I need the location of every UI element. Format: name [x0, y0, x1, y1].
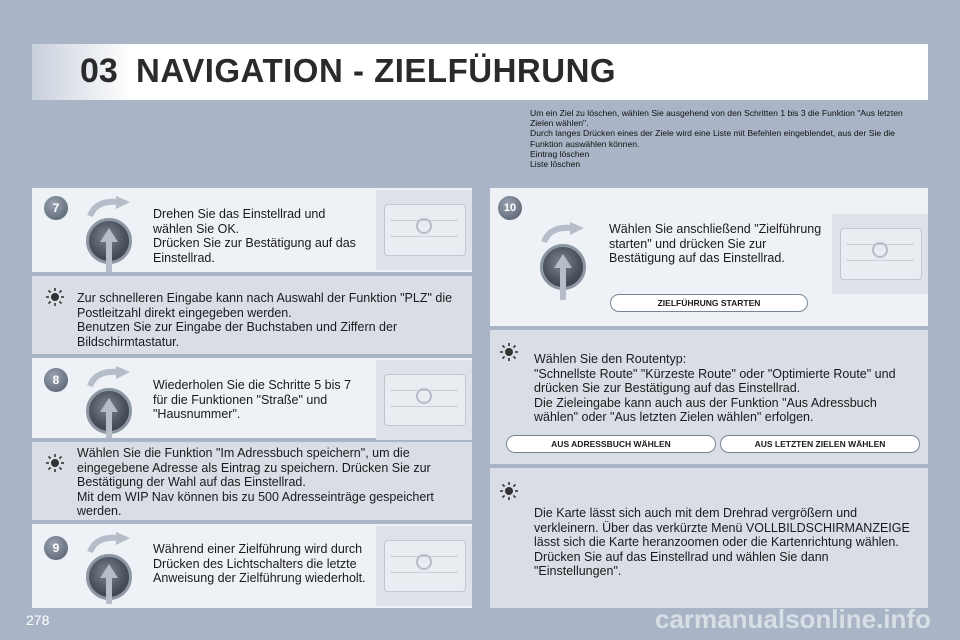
tip-adressbuch-text: Wählen Sie die Funktion "Im Adressbuch speichern", um die eingegebene Adresse als Eintrag zu speichern. Drücken Sie zur Bestätigung der Wahl auf das Einstellrad. Mit dem WIP Nav können bis zu 500 Adresseinträge gespeichert werden.	[77, 446, 434, 518]
aus-letzten-zielen-button[interactable]: AUS LETZTEN ZIELEN WÄHLEN	[720, 435, 920, 453]
info-line: Um ein Ziel zu löschen, wählen Sie ausgehend von den Schritten 1 bis 3 die Funktion "Aus letzten Zielen wählen".	[530, 108, 903, 129]
tip-karte-text: Die Karte lässt sich auch mit dem Drehrad vergrößern und verkleinern. Über das verkürzte Menü VOLLBILDSCHIRMANZEIGE lässt sich die Karte heranzoomen oder die Kartenrichtung wählen. Drücken Sie auf das Einstellrad und wählen Sie dann "Einstellungen".	[534, 506, 910, 578]
console-image	[376, 190, 472, 270]
watermark: carmanualsonline.info	[655, 604, 931, 634]
page-number: 278	[26, 612, 50, 628]
console-image	[376, 526, 472, 606]
tip-sun-icon	[46, 454, 64, 472]
press-arrow-icon	[100, 564, 118, 604]
info-line: Durch langes Drücken eines der Ziele wird eine Liste mit Befehlen eingeblendet, aus der Sie die Funktion auswählen können.	[530, 128, 895, 149]
rotate-arrow-icon	[86, 366, 132, 388]
rotate-arrow-icon	[540, 222, 586, 244]
info-line: Liste löschen	[530, 159, 581, 170]
press-arrow-icon	[554, 254, 572, 300]
step-8-text: Wiederholen Sie die Schritte 5 bis 7 für die Funktionen "Straße" und "Hausnummer".	[153, 378, 352, 421]
press-arrow-icon	[100, 398, 118, 438]
step-7-badge: 7	[44, 196, 68, 220]
zielfuehrung-starten-button[interactable]: ZIELFÜHRUNG STARTEN	[610, 294, 808, 312]
info-note	[530, 108, 920, 169]
press-arrow-icon	[100, 228, 118, 272]
rotate-arrow-icon	[86, 196, 132, 218]
step-8-badge: 8	[44, 368, 68, 392]
rotate-arrow-icon	[86, 532, 132, 554]
tip-sun-icon	[500, 482, 518, 500]
step-7-text: Drehen Sie das Einstellrad und wählen Sie OK. Drücken Sie zur Bestätigung auf das Einstellrad.	[153, 207, 356, 265]
tip-routentyp-text: Wählen Sie den Routentyp: "Schnellste Route" "Kürzeste Route" oder "Optimierte Route" und drücken Sie zur Bestätigung auf das Einstellrad. Die Zieleingabe kann auch aus der Funktion "Aus Adressbuch wählen" oder "Aus letzten Zielen wählen" erfolgen.	[534, 352, 896, 424]
info-line: Eintrag löschen	[530, 148, 590, 159]
step-10-badge: 10	[498, 196, 522, 220]
chapter-number: 03	[80, 52, 118, 90]
step-10-text: Wählen Sie anschließend "Zielführung starten" und drücken Sie zur Bestätigung auf das Einstellrad.	[609, 222, 822, 265]
step-9-text: Während einer Zielführung wird durch Drücken des Lichtschalters die letzte Anweisung der Zielführung wiederholt.	[153, 542, 366, 585]
tip-sun-icon	[500, 343, 518, 361]
step-9-badge: 9	[44, 536, 68, 560]
tip-plz-text: Zur schnelleren Eingabe kann nach Auswahl der Funktion "PLZ" die Postleitzahl direkt eingegeben werden. Benutzen Sie zur Eingabe der Buchstaben und Ziffern der Bildschirmtastatur.	[77, 291, 453, 349]
page-title: NAVIGATION - ZIELFÜHRUNG	[136, 52, 617, 89]
tip-sun-icon	[46, 288, 64, 306]
console-image	[376, 360, 472, 440]
console-image	[832, 214, 928, 294]
aus-adressbuch-button[interactable]: AUS ADRESSBUCH WÄHLEN	[506, 435, 716, 453]
